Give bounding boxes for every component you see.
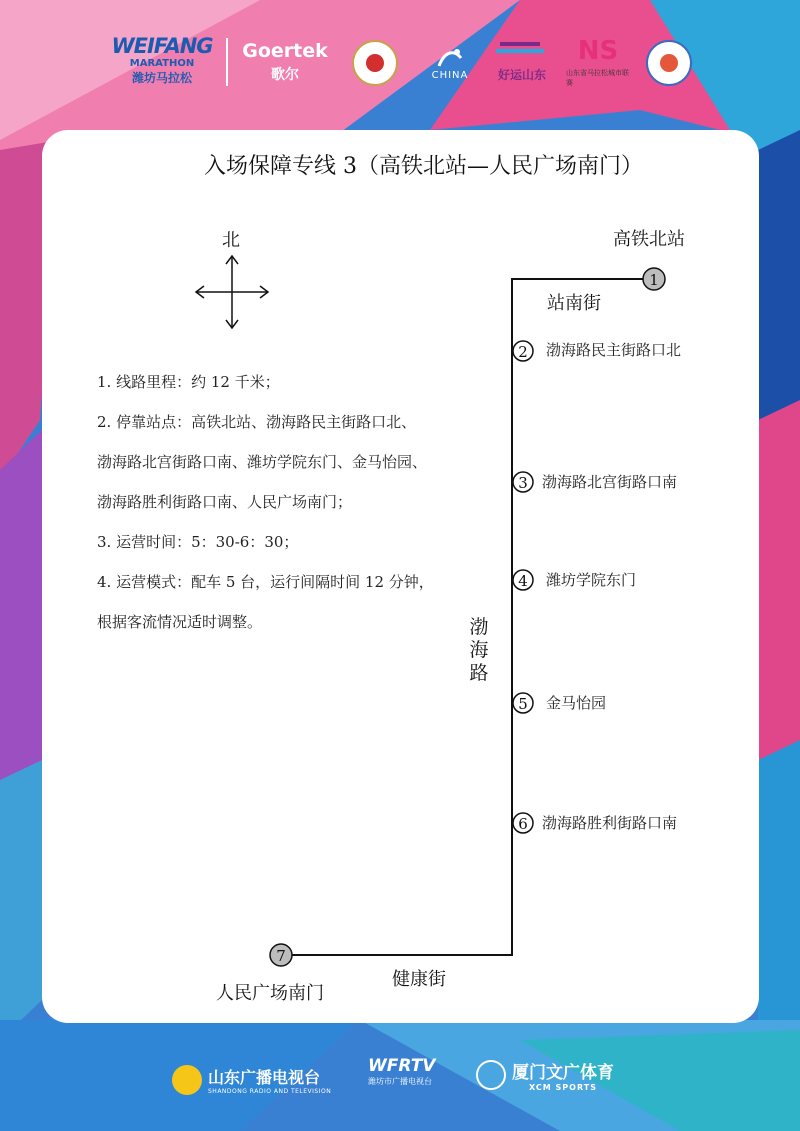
info-line-mileage: 1. 线路里程：约 12 千米； [97,373,280,391]
station-marker-6 [513,813,533,833]
north-label: 北 [222,230,240,251]
info-line-stops-cont: 渤海路北宫街路口南、潍坊学院东门、金马怡园、 [97,453,428,471]
station-marker-3 [513,472,533,492]
station-number-7: 7 [276,947,286,965]
haoyun-shandong-text: 好运山东 [497,67,546,82]
station-1-label: 高铁北站 [613,229,685,250]
info-line-hours: 3. 运营时间：5：30-6：30； [97,533,299,551]
shandong-tv-cn: 山东广播电视台 [208,1068,321,1087]
station-4-label: 潍坊学院东门 [546,571,637,589]
station-marker-4 [513,570,533,590]
weifang-logo-cn: 潍坊马拉松 [131,70,192,85]
station-marker-2 [513,341,533,361]
weifang-tv-logo [368,1056,435,1087]
station-number-4: 4 [518,572,528,590]
road-label-vertical: 渤海路 [469,616,489,684]
info-line-mode-cont: 根据客流情况适时调整。 [97,613,263,631]
weifang-logo-text: WEIFANG [111,33,213,58]
info-line-stops-end: 渤海路胜利街路口南、人民广场南门； [97,493,353,511]
xiamen-sports-logo [476,1058,614,1092]
station-number-3: 3 [518,474,528,492]
goertek-logo-en: Goertek [242,40,328,62]
shandong-tv-en: SHANDONG RADIO AND TELEVISION [208,1088,332,1095]
station-number-6: 6 [518,815,528,833]
road-label-top: 站南街 [547,293,601,314]
league-logo-text: 山东省马拉松城市联赛 [566,69,629,87]
china-logo-text: CHINA [431,69,469,81]
road-label-bottom: 健康街 [392,969,446,990]
station-number-1: 1 [649,271,659,289]
goertek-logo-cn: 歌尔 [271,67,299,83]
route-line [282,279,652,955]
station-5-label: 金马怡园 [546,694,607,712]
page-title: 入场保障专线 3（高铁北站—人民广场南门） [204,154,643,179]
weifang-tv-cn: 潍坊市广播电视台 [368,1077,432,1086]
xiamen-sports-cn: 厦门文广体育 [512,1063,614,1083]
weifang-tv-en: WFRTV [368,1056,436,1076]
station-2-label: 渤海路民主街路口北 [546,341,682,359]
xiamen-sports-emblem-icon [476,1060,506,1090]
station-number-2: 2 [518,343,528,361]
shandong-tv-logo [172,1060,331,1100]
station-marker-5 [513,693,533,713]
xiamen-sports-en: XCM SPORTS [529,1083,597,1092]
station-6-label: 渤海路胜利街路口南 [542,814,678,832]
station-3-label: 渤海路北宫街路口南 [542,473,678,491]
info-line-mode: 4. 运营模式：配车 5 台，运行间隔时间 12 分钟， [97,573,434,591]
station-number-5: 5 [518,695,528,713]
info-line-stops: 2. 停靠站点：高铁北站、渤海路民主街路口北、 [97,413,417,431]
shandong-tv-emblem-icon [172,1065,202,1095]
station-marker-1 [643,268,665,290]
station-7-label: 人民广场南门 [216,983,324,1004]
station-marker-7 [270,944,292,966]
league-mark-icon: NS [577,36,619,66]
weifang-logo-subtext: MARATHON [129,57,195,69]
